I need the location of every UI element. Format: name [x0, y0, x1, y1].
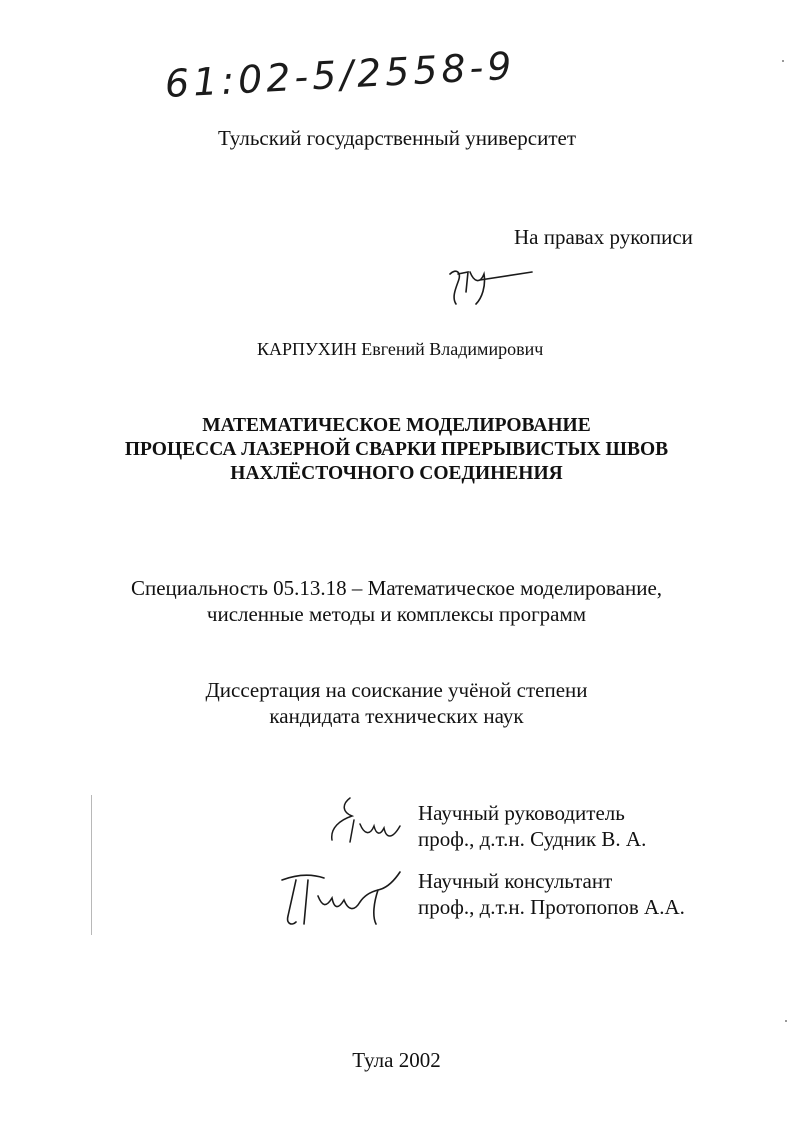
- consultant-signature: [278, 866, 408, 936]
- consultant-block: [418, 868, 685, 920]
- title-line: НАХЛЁСТОЧНОГО СОЕДИНЕНИЯ: [230, 463, 563, 484]
- degree-statement: [0, 677, 793, 729]
- consultant-name: проф., д.т.н. Протопопов А.А.: [418, 895, 685, 919]
- degree-line: кандидата технических наук: [269, 704, 524, 728]
- manuscript-note: На правах рукописи: [514, 225, 693, 249]
- title-line: МАТЕМАТИЧЕСКОЕ МОДЕЛИРОВАНИЕ: [202, 415, 591, 436]
- supervisor-block: [418, 800, 646, 852]
- handwritten-archive-code: 61:02-5/2558-9: [163, 43, 517, 106]
- author-name: КАРПУХИН Евгений Владимирович: [257, 339, 544, 359]
- author-signature: [440, 252, 540, 312]
- dissertation-title: [0, 414, 793, 486]
- specialty: [0, 575, 793, 627]
- consultant-role: Научный консультант: [418, 869, 613, 893]
- university-name: Тульский государственный университет: [218, 126, 577, 150]
- supervisor-name: проф., д.т.н. Судник В. А.: [418, 827, 647, 851]
- specialty-line: Специальность 05.13.18 – Математическое моделирование,: [130, 576, 663, 600]
- scan-speck: [782, 60, 784, 62]
- degree-line: Диссертация на соискание учёной степени: [205, 678, 588, 702]
- supervisor-role: Научный руководитель: [418, 801, 625, 825]
- city-year: Тула 2002: [352, 1048, 441, 1072]
- title-line: ПРОЦЕССА ЛАЗЕРНОЙ СВАРКИ ПРЕРЫВИСТЫХ ШВОВ: [124, 439, 669, 460]
- supervisor-signature: [320, 790, 415, 850]
- scan-artifact-line: [91, 795, 92, 935]
- scan-speck: [785, 1020, 787, 1022]
- specialty-line: численные методы и комплексы программ: [206, 602, 587, 626]
